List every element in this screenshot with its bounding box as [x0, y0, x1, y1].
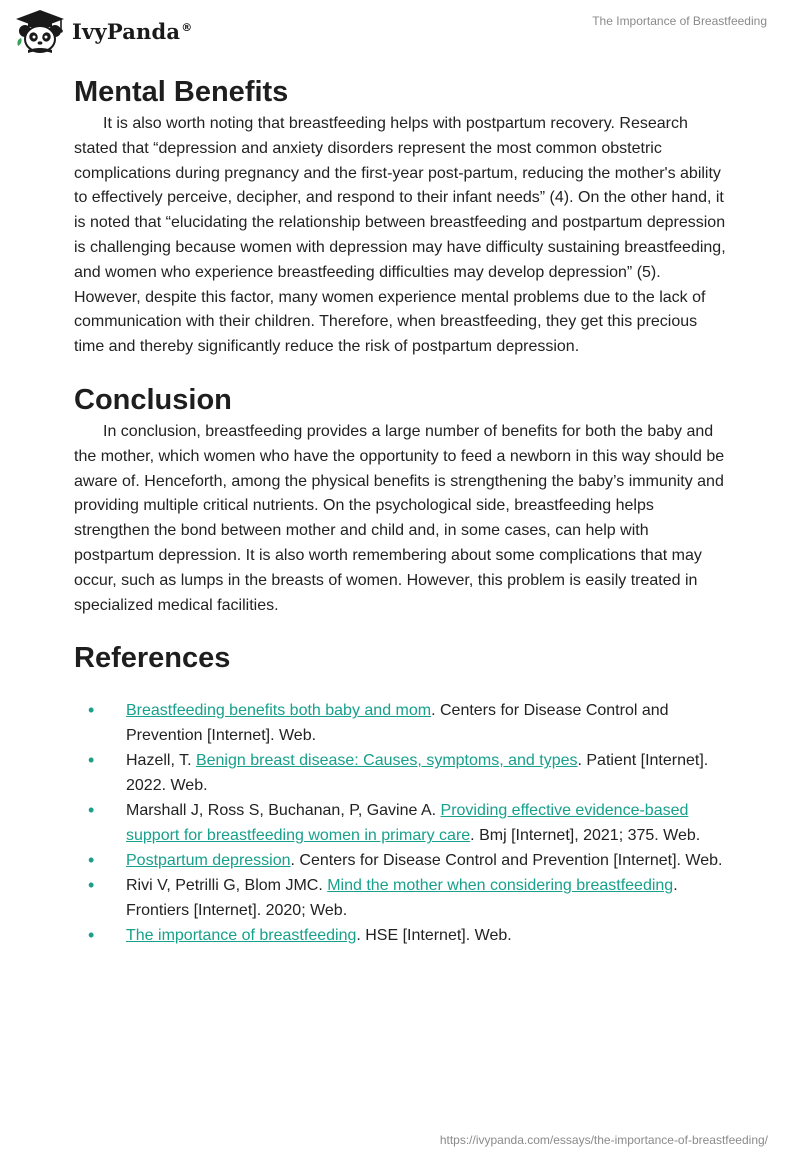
reference-link[interactable]: Benign breast disease: Causes, symptoms, and types	[195, 752, 578, 770]
reference-link[interactable]: Breastfeeding benefits both baby and mom	[126, 702, 432, 720]
panda-graduate-icon	[14, 8, 66, 54]
bullet-icon: •	[88, 750, 95, 771]
reference-prefix: Rivi V, Petrilli G, Blom JMC.	[126, 877, 328, 895]
reference-suffix: . Bmj [Internet], 2021; 375. Web.	[470, 827, 701, 845]
bullet-icon: •	[88, 800, 95, 821]
document-title: The Importance of Breastfeeding	[592, 14, 767, 28]
reference-suffix: . Patient [Internet]. 2022. Web.	[126, 752, 709, 795]
reference-item	[74, 798, 730, 848]
bullet-icon: •	[88, 850, 95, 871]
page-header	[0, 0, 800, 60]
reference-item	[74, 873, 730, 923]
section-title-conclusion: Conclusion	[74, 383, 232, 416]
bullet-icon: •	[88, 700, 95, 721]
section-title-references: References	[74, 642, 231, 675]
reference-link[interactable]: Postpartum depression	[126, 852, 291, 870]
brand-name: IvyPanda®	[72, 18, 193, 44]
page-url: https://ivypanda.com/essays/the-importance-of-breastfeeding/	[439, 1133, 768, 1147]
reference-suffix: . Centers for Disease Control and Prevention [Internet]. Web.	[290, 852, 723, 870]
reference-prefix: Marshall J, Ross S, Buchanan, P, Gavine A.	[126, 802, 441, 820]
reference-prefix: Hazell, T.	[126, 752, 196, 770]
reference-link[interactable]: Providing effective evidence-based support for breastfeeding women in primary care	[126, 802, 689, 845]
registered-mark: ®	[181, 20, 193, 34]
references-list	[74, 698, 730, 948]
reference-link[interactable]: The importance of breastfeeding	[126, 927, 357, 945]
bullet-icon: •	[88, 925, 95, 946]
bullet-icon: •	[88, 875, 95, 896]
ivypanda-logo[interactable]	[14, 8, 192, 54]
reference-item	[74, 848, 730, 873]
reference-item	[74, 698, 730, 748]
article-content	[74, 72, 730, 948]
reference-suffix: . Frontiers [Internet]. 2020; Web.	[126, 877, 678, 920]
paragraph-mental-benefits: It is also worth noting that breastfeeding helps with postpartum recovery. Research stated that “depression and anxiety disorders represent the most common obstetric complications during pregnancy and the first-year post-partum, reducing the mother's ability to effectively perceive, decipher, and respond to their infant needs” (4). On the other hand, it is noted that “elucidating the relationship between breastfeeding and postpartum depression is challenging because women with depression may have difficulty sustaining breastfeeding, and women who experience breastfeeding difficulties may develop depression” (5). However, despite this factor, many women experience mental problems due to the lack of communication with their children. Therefore, when breastfeeding, they get this precious time and thereby significantly reduce the risk of postpartum depression.	[74, 115, 726, 356]
reference-suffix: . HSE [Internet]. Web.	[356, 927, 512, 945]
reference-suffix: . Centers for Disease Control and Prevention [Internet]. Web.	[126, 702, 669, 745]
reference-link[interactable]: Mind the mother when considering breastfeeding	[327, 877, 674, 895]
reference-item	[74, 923, 730, 948]
section-title-mental-benefits: Mental Benefits	[74, 76, 289, 108]
paragraph-conclusion: In conclusion, breastfeeding provides a large number of benefits for both the baby and the mother, which women who have the opportunity to feed a newborn in this way should be aware of. Henceforth, among the physical benefits is strengthening the baby’s immunity and providing multiple critical nutrients. On the psychological side, breastfeeding helps strengthen the bond between mother and child and, in some cases, can help with postpartum depression. It is also worth remembering about some complications that may occur, such as lumps in the breasts of women. However, this problem is easily treated in specialized medical facilities.	[74, 422, 725, 614]
reference-item	[74, 748, 730, 798]
